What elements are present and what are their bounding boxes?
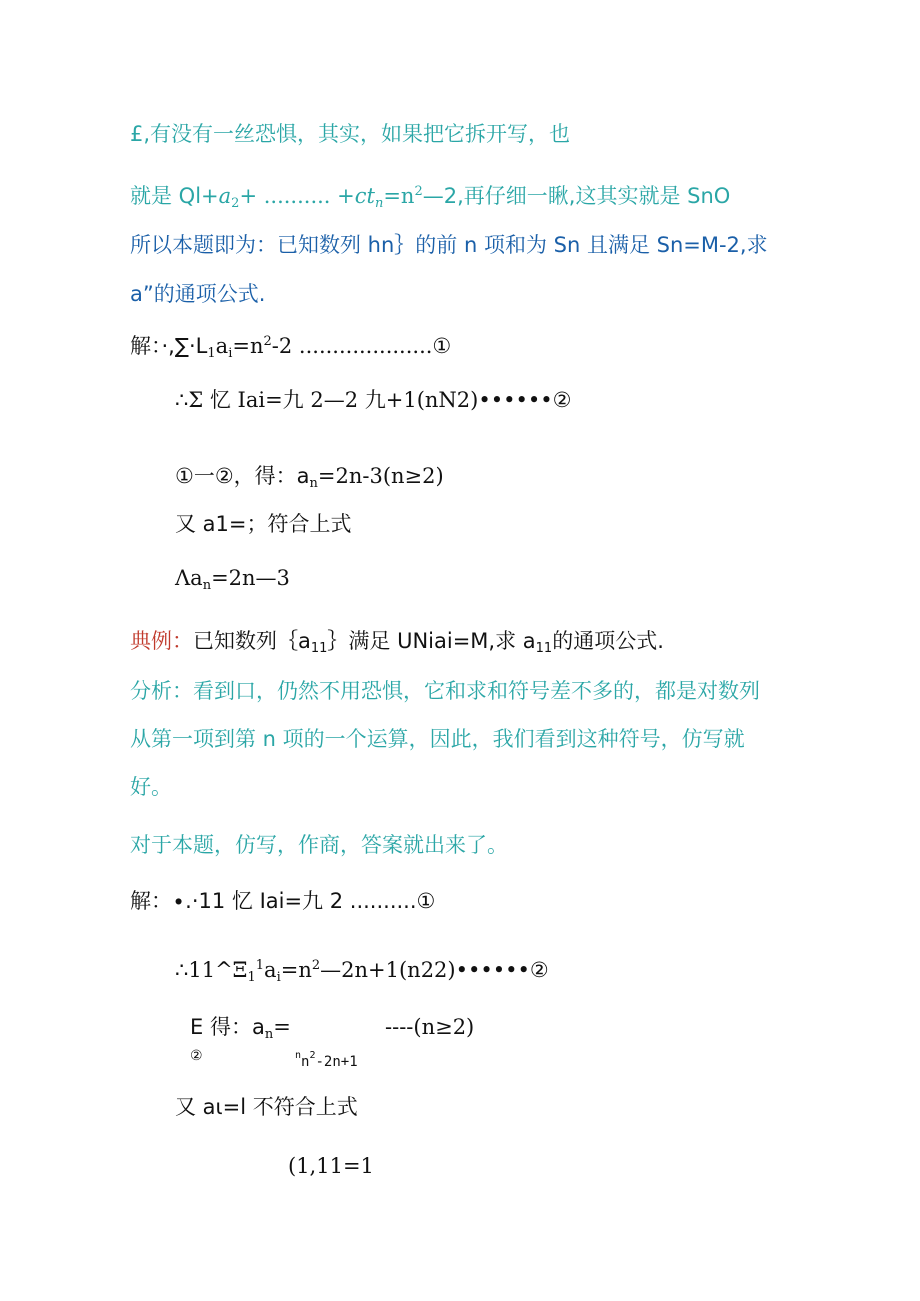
solution1-line-2: ∴Σ 忆 Iai=九 2—2 九+1(nN2)••••••② xyxy=(175,388,572,412)
example-label: 典例： xyxy=(130,629,193,653)
solution2-line-2: $\therefore 11\^{}\Xi_1^1a_i=n^2—2n+1(n22)••••••②$ xyxy=(175,958,549,985)
solution2-fraction-denominator: $^nn^2-2n+1$ xyxy=(295,1050,358,1070)
analysis-line-3: 好。 xyxy=(130,775,172,799)
solution2-line-3: E 得：$a_n=$ xyxy=(190,1015,291,1042)
solution2-line-5: (1,11=1 xyxy=(288,1154,374,1178)
solution1-line-1: 解：$\cdot,\sum\cdot L_1a_i=n^2-2$ ....................① xyxy=(130,334,452,361)
solution2-circled-2: ② xyxy=(190,1048,203,1064)
paragraph-1: £,有没有一丝恐惧，其实，如果把它拆开写，也 xyxy=(130,122,571,146)
analysis-line-4: 对于本题，仿写，作商，答案就出来了。 xyxy=(130,833,508,857)
solution2-line-1: 解：∙.·11 忆 Iai=九 2 ..........① xyxy=(130,889,436,913)
solution1-line-3: ①一②，得：$a_n=2n-3(n\ge 2)$ xyxy=(175,464,444,491)
example-statement: 典例：已知数列$\{a_{11}\}$满足 UNiai=M,求 $a_{11}$的通项公式. xyxy=(130,629,664,656)
paragraph-2: 就是 $Ql+a_2+$ .......... $+ct_n=n^2—2$,再仔细一瞅,这其实就是 SnO xyxy=(130,184,731,211)
solution2-line-4: 又 aι=l 不符合上式 xyxy=(175,1095,358,1119)
analysis-line-1: 分析：看到口，仍然不用恐惧，它和求和符号差不多的，都是对数列 xyxy=(130,679,760,703)
solution2-line-3-condition: ----(n≥2) xyxy=(385,1015,475,1039)
paragraph-3: 所以本题即为：已知数列 hn｝的前 n 项和为 Sn 且满足 Sn=M-2,求 xyxy=(130,233,768,257)
solution1-line-5: $\Lambda a_n=2n—3$ xyxy=(175,566,290,593)
solution1-line-4: 又 a1=；符合上式 xyxy=(175,512,352,536)
paragraph-4: a”的通项公式. xyxy=(130,282,266,306)
analysis-line-2: 从第一项到第 n 项的一个运算，因此，我们看到这种符号，仿写就 xyxy=(130,727,745,751)
